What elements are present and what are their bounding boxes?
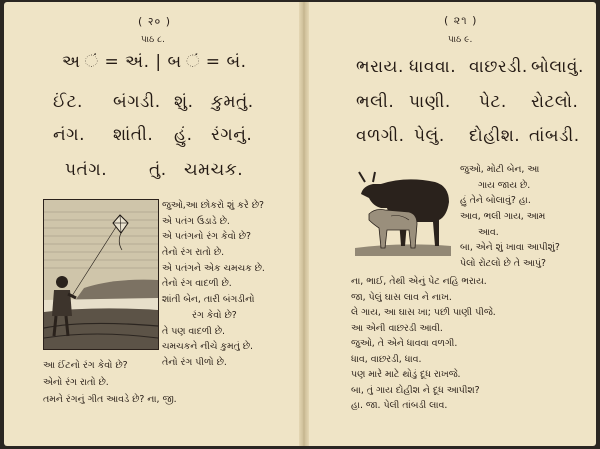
word: પેલું.	[414, 126, 445, 146]
text-line: શાંતી બેન, તારી બંગડીનો	[162, 294, 255, 306]
word: ચમચક.	[184, 160, 244, 180]
text-line: આ ઈંટનો રંગ કેવો છે?	[43, 360, 128, 371]
word: પતંગ.	[65, 160, 108, 180]
text-line: રંગ કેવો છે?	[192, 309, 237, 321]
page-number: ( ૨૧ )	[444, 14, 478, 27]
word: રોટલો.	[531, 92, 579, 112]
text-line: તે પણ વાદળી છે.	[162, 325, 226, 337]
text-line: ગાય જાય છે.	[478, 179, 531, 191]
text-line: હા. જા. પેલી તાંબડી લાવ.	[351, 400, 448, 411]
left-page	[4, 2, 299, 446]
word: બંગડી.	[113, 92, 161, 112]
word: ભરાય.	[356, 57, 404, 77]
text-line: ચમચકને નીચે કુમતું છે.	[162, 341, 254, 353]
word: દોહીશ.	[469, 126, 521, 146]
right-page	[309, 2, 596, 446]
text-line: એનો રંગ રાતો છે.	[43, 377, 109, 388]
word: શાંતી.	[113, 125, 154, 145]
text-block-beside-image	[162, 198, 265, 371]
text-line: આવ, ભલી ગાય, આમ	[460, 211, 546, 223]
text-line: તમને રંગનું ગીત આવડે છે? ના, જી.	[43, 394, 177, 405]
text-line: એ પતંગ ઉડાડે છે.	[162, 215, 230, 227]
text-block-bottom	[351, 274, 496, 414]
text-line: પણ મારે માટે થોડું દૂધ રાખજે.	[351, 369, 461, 380]
text-line: ધાવ, વાછરડી, ધાવ.	[351, 353, 422, 365]
word: નંગ.	[53, 125, 85, 145]
word: ઈંટ.	[53, 92, 83, 112]
text-line: પેલો રોટલો છે તે આપું?	[460, 258, 546, 270]
text-line: બા, એને શું ખાવા આપીશું?	[460, 242, 560, 254]
word: ધાવવા.	[409, 57, 457, 77]
word: પેટ.	[479, 92, 507, 112]
text-line: ના, ભાઈ, તેથી એનું પેટ નહિ ભરાય.	[351, 276, 487, 287]
word: બોલાવું.	[531, 57, 584, 77]
boy-with-kite-illustration	[43, 199, 159, 350]
text-line: તેનો રંગ વાદળી છે.	[162, 278, 232, 290]
text-line: આ એની વાછરડી આવી.	[351, 322, 443, 334]
text-line: એ પતંગનો રંગ કેવો છે?	[162, 231, 251, 243]
word: શું.	[174, 92, 194, 112]
text-line: આવ.	[478, 226, 499, 238]
text-line: એ પતંગને એક ચમચક છે.	[162, 262, 265, 274]
word: તાંબડી.	[529, 126, 580, 146]
page-number: ( २० )	[138, 15, 172, 28]
alphabet-row: અ ં = અં. | બ ં = બં.	[62, 52, 247, 72]
word: કુમતું.	[211, 92, 254, 112]
word: ભલી.	[356, 92, 395, 112]
book-spine	[299, 2, 309, 446]
text-line: તેનો રંગ પીળો છે.	[162, 356, 227, 368]
cow-and-calf-illustration	[351, 162, 455, 256]
text-line: જુઓ,આ છોકરો શું કરે છે?	[162, 200, 264, 211]
text-line: તેનો રંગ રાતો છે.	[162, 247, 225, 259]
lesson-heading: પાઠ ૯.	[448, 35, 473, 45]
word: રંગનું.	[211, 125, 253, 145]
lesson-heading: પાઠ ૮.	[141, 35, 165, 45]
text-line: લે ગાય, આ ઘાસ ખા; પછી પાણી પીજે.	[351, 307, 496, 318]
word: વળગી.	[356, 126, 405, 146]
text-line: જુઓ, તે એને ધાવવા વળગી.	[351, 338, 458, 349]
text-line: હું તેને બોલાવું? હા.	[460, 195, 531, 207]
word: હું.	[174, 125, 193, 145]
text-block-beside-image	[460, 162, 560, 272]
text-block-bottom	[43, 357, 177, 408]
open-book-spread	[4, 2, 596, 446]
text-line: બા, તું ગાય દોહીશ ને દૂધ આપીશ?	[351, 384, 480, 396]
word: પાણી.	[409, 92, 451, 112]
word: વાછરડી.	[469, 57, 528, 77]
word: તું.	[149, 160, 167, 180]
text-line: જુઓ, મોટી બેન, આ	[460, 164, 540, 175]
text-line: જા, પેલું ઘાસ લાવ ને નાખ.	[351, 291, 452, 303]
